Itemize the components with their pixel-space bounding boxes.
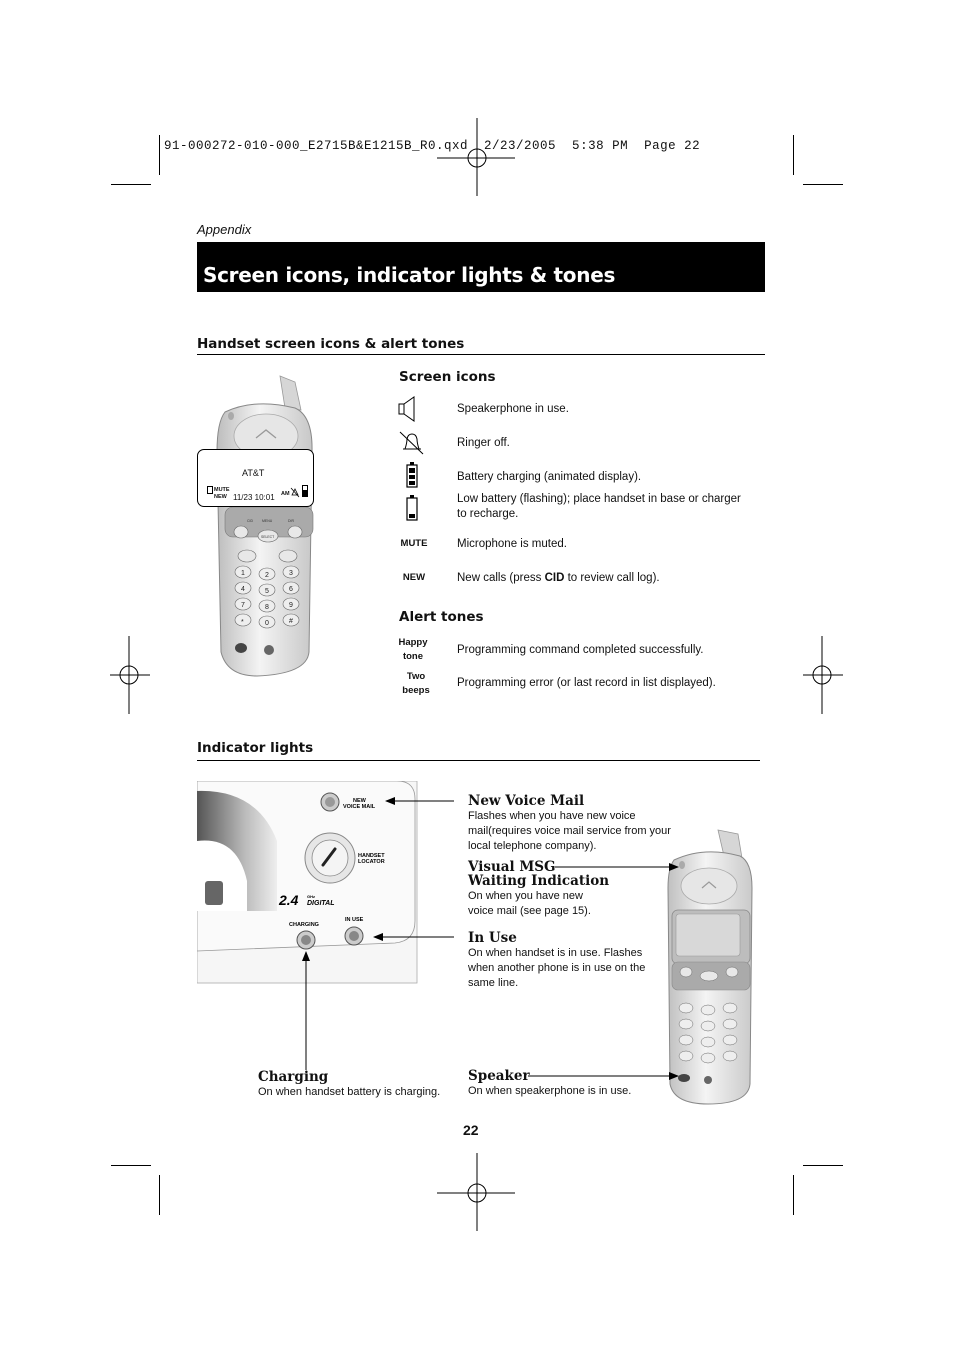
- text-line: when another phone is in use on the: [468, 962, 646, 974]
- screen-icon-desc: Low battery (flashing); place handset in base or charger to recharge.: [457, 493, 741, 520]
- indicator-section-title: Indicator lights: [197, 740, 314, 756]
- mute-label: MUTE: [400, 538, 428, 549]
- callout-new-voice-mail: [468, 794, 688, 854]
- callout-charging: [258, 1070, 458, 1100]
- alert-tone-label: [396, 670, 436, 698]
- desc-text: New calls (press: [457, 572, 545, 584]
- alert-tone-desc: Programming error (or last record in list displayed).: [457, 677, 716, 689]
- key-9: 9: [289, 602, 293, 609]
- callout-title: Visual MSG: [468, 859, 556, 875]
- key-6: 6: [289, 586, 293, 593]
- label-line: Happy: [398, 637, 428, 648]
- crop-mark: [793, 135, 794, 175]
- callout-title: Waiting Indication: [468, 873, 610, 889]
- callout-text: [468, 946, 658, 991]
- screen-icons-title: Screen icons: [399, 369, 496, 385]
- menu-key-label: MENU: [262, 519, 273, 523]
- screen-icon-desc: Microphone is muted.: [457, 538, 567, 550]
- select-key-label: SELECT: [261, 535, 275, 539]
- display-am: AM: [281, 491, 290, 497]
- print-slug: 91-000272-010-000_E2715B&E1215B_R0.qxd 2/23/2005 5:38 PM Page 22: [164, 139, 701, 153]
- key-5: 5: [265, 588, 269, 595]
- section-label: Appendix: [197, 222, 252, 237]
- screen-icon-desc: Speakerphone in use.: [457, 403, 569, 415]
- speaker-icon: [398, 396, 418, 422]
- dir-key-label: DIR: [288, 519, 295, 523]
- text-line: same line.: [468, 977, 519, 989]
- cid-text: CID: [544, 572, 565, 584]
- text-line: On when you have new: [468, 890, 583, 902]
- callout-title: Speaker: [468, 1068, 530, 1084]
- text-line: voice mail (see page 15).: [468, 905, 591, 917]
- display-mute: MUTE: [214, 487, 230, 493]
- new-label: NEW: [353, 798, 366, 804]
- label-line: tone: [402, 651, 424, 662]
- label-line: beeps: [402, 685, 430, 696]
- key-0: 0: [265, 620, 269, 627]
- section-rule: [197, 354, 765, 355]
- in-use-label: IN USE: [345, 917, 364, 923]
- callout-in-use: [468, 931, 658, 991]
- charging-label: CHARGING: [289, 922, 319, 928]
- registration-mark: [437, 1153, 517, 1233]
- callout-text: [468, 1084, 658, 1099]
- registration-mark: [110, 636, 150, 714]
- section-rule: [197, 760, 760, 761]
- voice-mail-label: VOICE MAIL: [343, 804, 376, 810]
- logo-ghz: GHz: [307, 894, 315, 899]
- battery-icon: [302, 485, 308, 497]
- crop-mark: [803, 1165, 843, 1166]
- registration-mark: [437, 118, 517, 198]
- key-star: *: [241, 619, 244, 626]
- text-line: Flashes when you have new voice: [468, 810, 636, 822]
- text-line: On when handset battery is charging.: [258, 1086, 441, 1098]
- text-line: On when handset is in use. Flashes: [468, 947, 643, 959]
- alert-tone-label: [393, 636, 433, 664]
- screen-icon-desc: Battery charging (animated display).: [457, 471, 642, 483]
- callout-visual-msg: [468, 860, 658, 919]
- text-line: local telephone company).: [468, 840, 597, 852]
- callout-title: New Voice Mail: [468, 793, 585, 809]
- callout-text: [468, 889, 658, 919]
- text-line: On when speakerphone is in use.: [468, 1085, 632, 1097]
- label-line: Two: [406, 671, 426, 682]
- handset-display: [197, 449, 314, 507]
- page-title: Screen icons, indicator lights & tones: [203, 263, 616, 287]
- crop-mark: [111, 1165, 151, 1166]
- crop-mark: [793, 1175, 794, 1215]
- page-number: 22: [463, 1122, 479, 1138]
- key-2: 2: [265, 572, 269, 579]
- crop-mark: [159, 135, 160, 175]
- battery-low-icon: [405, 494, 419, 522]
- callout-title: Charging: [258, 1069, 329, 1085]
- new-label: NEW: [402, 572, 426, 583]
- logo-number: 2.4: [279, 892, 299, 908]
- alert-tone-desc: Programming command completed successfully.: [457, 644, 704, 656]
- key-8: 8: [265, 604, 269, 611]
- callout-title: In Use: [468, 930, 517, 946]
- cid-key-label: CID: [247, 519, 254, 523]
- ringer-off-icon: [397, 430, 425, 456]
- key-4: 4: [241, 586, 245, 593]
- battery-charging-icon: [405, 461, 419, 489]
- speaker-icon: [207, 486, 213, 494]
- handset-illustration: [195, 372, 320, 680]
- display-new: NEW: [214, 494, 227, 500]
- key-3: 3: [289, 570, 293, 577]
- key-7: 7: [241, 602, 245, 609]
- desc-text: to review call log).: [564, 572, 660, 584]
- crop-mark: [159, 1175, 160, 1215]
- callout-text: [468, 809, 688, 854]
- alert-tones-title: Alert tones: [399, 609, 484, 625]
- display-datetime: 11/23 10:01: [233, 493, 275, 502]
- screen-icon-desc: [457, 571, 660, 586]
- callout-text: [258, 1085, 458, 1100]
- display-brand: AT&T: [242, 468, 265, 478]
- key-hash: #: [289, 618, 293, 625]
- handset-label: HANDSET: [358, 853, 385, 859]
- callout-speaker: [468, 1069, 658, 1099]
- key-1: 1: [241, 570, 245, 577]
- registration-mark: [803, 636, 843, 714]
- crop-mark: [111, 184, 151, 185]
- screen-icon-desc: Ringer off.: [457, 437, 510, 449]
- handset-section-title: Handset screen icons & alert tones: [197, 336, 465, 352]
- logo-digital: DIGITAL: [307, 900, 335, 907]
- locator-label: LOCATOR: [358, 859, 385, 865]
- ringer-off-icon: [290, 486, 300, 498]
- text-line: mail(requires voice mail service from your: [468, 825, 671, 837]
- crop-mark: [803, 184, 843, 185]
